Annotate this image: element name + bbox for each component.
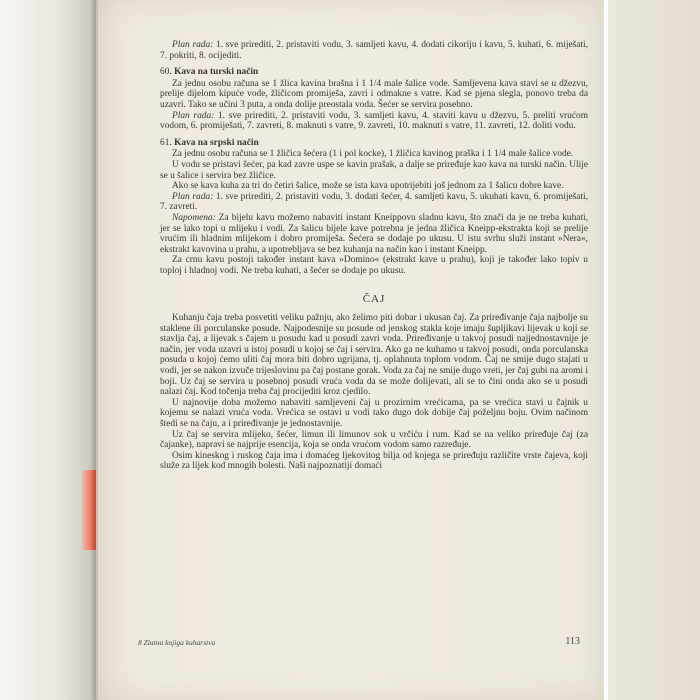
recipe-title: Kava na srpski način bbox=[174, 137, 259, 148]
section-paragraph: U najnovije doba možemo nabaviti samljeveni čaj u prozirnim vrećicama, pa se vrećica stavi u čajnik u kojemu se nalazi vruća voda. Vrećica se ostavi u vodi tako dugo dok dobije čaj poželjnu boju. Ovim načinom štedi se na čaju, a i priređivanje je jednostavnije. bbox=[160, 397, 588, 429]
page-footer bbox=[138, 636, 580, 650]
left-background bbox=[0, 0, 96, 700]
book-page bbox=[98, 0, 604, 700]
page-number: 113 bbox=[565, 636, 580, 647]
footer-book-title: 8 Zlatna knjiga kuharstva bbox=[138, 638, 216, 647]
plan-label: Plan rada: bbox=[172, 40, 214, 50]
page-body bbox=[160, 40, 588, 472]
page-gutter-shadow bbox=[90, 0, 98, 700]
recipe-61-heading bbox=[160, 138, 588, 149]
section-title: ČAJ bbox=[362, 293, 386, 306]
right-background bbox=[608, 0, 700, 700]
recipe-60-plan bbox=[160, 111, 588, 132]
recipe-number: 60. bbox=[160, 67, 172, 78]
plan-text: 1. sve prirediti, 2. pristaviti vodu, 3. samljeti kavu, 4. dodati cikoriju i kavu, 5. kuhati, 6. miješati, 7. pokriti, 8. ocijediti. bbox=[160, 40, 588, 61]
recipe-61-para-4: Za crnu kavu postoji također instant kava »Domino« (ekstrakt kave u prahu), koji je također lako topiv u toploj i hladnoj vodi. Ne treba kuhati, a šećer se dodaje po ukusu. bbox=[160, 255, 588, 276]
plan-label: Plan rada: bbox=[172, 110, 215, 121]
recipe-61-para-1: Za jednu osobu računa se 1 žličica šećera (1 i pol kocke), 1 žličica kavinog praška i 1 1/4 male šalice vode. bbox=[172, 149, 574, 160]
recipe-number: 61. bbox=[160, 137, 172, 148]
plan-label: Plan rada: bbox=[172, 191, 214, 202]
section-paragraph: Kuhanju čaja treba posvetiti veliku pažnju, ako želimo piti dobar i ukusan čaj. Za priređivanje čaja najbolje su staklene ili porculanske posude. Najpodesnije su posude od jenskog stakla koje imaju šupljikavi lijevak u koji se stavlja čaj, a lijevak s čajem u posudu kad u posudi zavri voda. Priređivanje u takvoj posudi najjednostavnije je način, jer voda uzavri u istoj posudi u kojoj se čaj i servira. Ako ga ne kuhamo u takvoj posudi, onda porculanska posuda u kojoj ćemo uliti čaj mora biti dobro ugrijana, tj. oplahnuta toplom vodom. Čaj ne smije dugo stajati u vodi, jer se nakon izvuče trijeslovinu pa čaj postane gorak. Voda za čaj ne smije dugo vreti, jer čaj gubi na aromi i boji. Uz čaj se servira u posebnoj posudi vruća voda da se može dolijevati, ali se to čini onda ako se u posudi nalazi čaj. Kod točenja treba čaj procijediti kroz cjedilo. bbox=[160, 313, 588, 398]
plan-text: 1. sve prirediti, 2. pristaviti vodu, 3. samljeti kavu, 4. staviti kavu u džezvu, 5. preliti vrućom vodom, 6. promiješati, 7. zavreti, 8. maknuti s vatre, 9. zavreti, 10. maknuti s vatre, 11. zavreti, 12. doliti vodu. bbox=[160, 110, 588, 132]
note-label: Napomena: bbox=[172, 212, 216, 223]
recipe-title: Kava na turski način bbox=[174, 67, 259, 78]
recipe-61-plan bbox=[160, 192, 588, 213]
plan-text: 1. sve prirediti, 2. pristaviti vodu, 3. dodati šećer, 4. samljeti kavu, 5. ukuhati kavu, 6. promiješati, 7. zavreti. bbox=[160, 191, 589, 213]
plan-rada-previous bbox=[160, 40, 588, 61]
recipe-61-para-2: U vodu se pristavi šećer, pa kad zavre uspe se kavin prašak, a dalje se priređuje kao kava na turski način. Ulije se u šalice i servira bez žličice. bbox=[160, 159, 588, 181]
note-text: Za bijelu kavu možemo nabaviti instant Kneippovu sladnu kavu, što znači da je ne treba kuhati, jer se lako topi u mlijeku i vodi. Za šalicu bijele kave potrebna je jedna žličica Kneipp-ekstrakta koji se prelije vrućim ili hladnim mlijekom i dobro promiješa. Šećera se dodaje po ukusu. U istu svrhu služi instant »Nera«, ekstrakt kavovina u prahu, a upotrebljava se bez kuhanja na način kao i instant Kneipp. bbox=[160, 212, 588, 255]
recipe-61-note bbox=[160, 213, 588, 255]
recipe-61-para-3: Ako se kava kuha za tri do četiri šalice, može se ista kava upotrijebiti još jednom za 1 šalicu dobre kave. bbox=[172, 181, 564, 192]
section-paragraph: Uz čaj se servira mlijeko, šećer, limun ili limunov sok u vrčiću i rum. Kad se na veliko priređuje čaj (za čajanke), napravi se najprije esencija, koja se onda vrućom vodom samo razređuje. bbox=[160, 429, 588, 451]
section-paragraph: Osim kineskog i ruskog čaja ima i domaćeg ljekovitog bilja od kojega se priređuju različite vrste čajeva, koji služe za lijek kod mnogih bolesti. Naši najpoznatiji domaći bbox=[160, 450, 588, 472]
recipe-60-para: Za jednu osobu računa se 1 žlica kavina brašna i 1 1/4 male šalice vode. Samljevena kava stavi se u džezvu, prelije dijelom kipuće vode, žličicom promiješa, zavri i odmakne s vatre. Kad se pjena slegla, ponovo treba da uzavri. Tako se učini 3 puta, a onda dolije preostala voda. Šećer se servira posebno. bbox=[160, 78, 588, 110]
recipe-60-heading bbox=[160, 67, 588, 78]
